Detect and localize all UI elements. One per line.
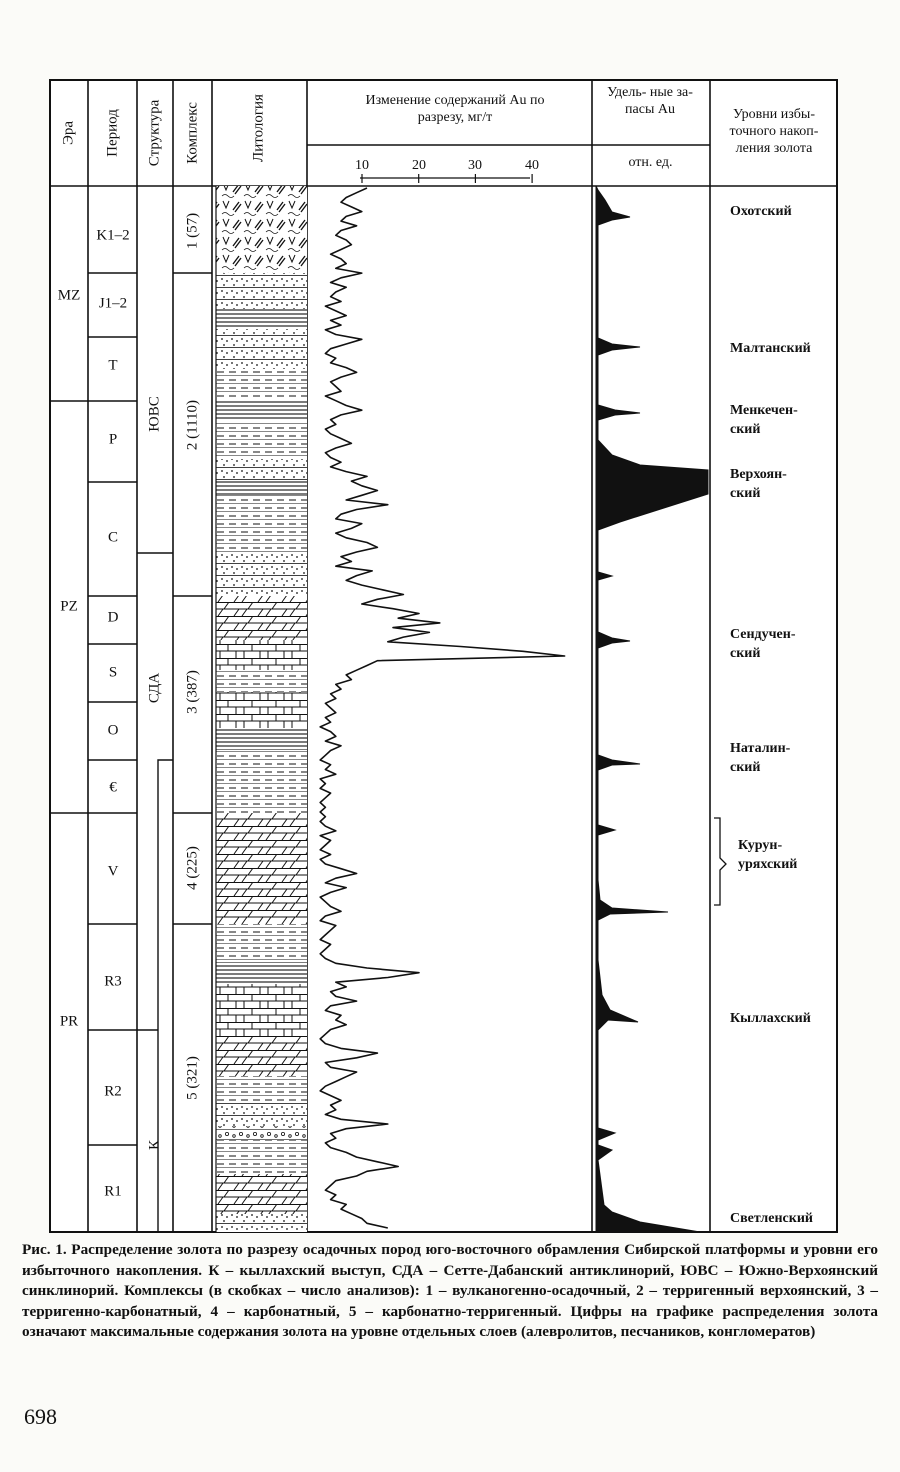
- figure-caption: Рис. 1. Распределение золота по разрезу осадочных пород юго-восточного обрамления Сибирской платформы и уровни его избыточного накопления. К – кыллахский выступ, СДА – Сетте-Дабанский антиклинорий, ЮВС – Южно-Верхоянский синклинорий. Комплексы (в скобках – число анализов): 1 – вулканогенно-осадочный, 2 – терригенный верхоянский, 3 – терригенно-карбонатный, 4 – карбонатный, 5 – карбонатно-терригенный. Цифры на графике распределения золота означают максимальные содержания золота на уровне отдельных слоев (алевролитов, песчаников, конгломератов): [22, 1241, 878, 1340]
- level-label: Курун- уряхский: [738, 838, 798, 872]
- period-label: R2: [104, 1083, 122, 1100]
- level-label: Светленский: [730, 1211, 813, 1226]
- structure-label: К: [146, 1139, 163, 1151]
- header-lithology: Литология: [250, 94, 267, 162]
- period-label: O: [107, 722, 119, 739]
- period-label: €: [109, 779, 117, 796]
- header-au-change: Изменение содержаний Au по разрезу, мг/т: [365, 93, 545, 125]
- era-label: PR: [59, 1013, 79, 1030]
- header-levels: Уровни избы- точного накоп- ления золота: [729, 107, 819, 156]
- header-structure: Структура: [146, 99, 163, 167]
- era-label: MZ: [57, 287, 81, 304]
- level-label: Наталин- ский: [730, 741, 791, 775]
- period-label: S: [108, 664, 118, 681]
- period-label: C: [107, 529, 119, 546]
- page-number: 698: [24, 1404, 57, 1429]
- tick-label: 20: [412, 158, 426, 173]
- header-period: Период: [104, 109, 121, 157]
- level-label: Малтанский: [730, 341, 811, 356]
- header-complex: Комплекс: [184, 102, 201, 164]
- complex-label: 2 (1110): [184, 399, 201, 451]
- period-label: R3: [104, 973, 122, 990]
- tick-label: 30: [468, 158, 482, 173]
- level-label: Верхоян- ский: [730, 467, 787, 501]
- lithology-column: [216, 186, 307, 1232]
- period-label: P: [108, 431, 118, 448]
- complex-label: 4 (225): [184, 846, 201, 890]
- header-reserves-unit: отн. ед.: [628, 155, 673, 170]
- figure-frame: [50, 80, 837, 1232]
- structure-label: СДА: [146, 672, 163, 704]
- complex-label: 5 (321): [184, 1056, 201, 1100]
- period-label: R1: [104, 1183, 122, 1200]
- level-label: Сендучен- ский: [730, 627, 796, 661]
- level-label: Менкечен- ский: [730, 403, 798, 437]
- tick-label: 40: [525, 158, 539, 173]
- header-reserves: Удель- ные за- пасы Au: [607, 85, 693, 117]
- period-label: K1–2: [96, 227, 130, 244]
- structure-label: ЮВС: [146, 396, 163, 432]
- level-label: Кыллахский: [730, 1011, 811, 1026]
- tick-label: 10: [355, 158, 369, 173]
- period-label: T: [108, 357, 118, 374]
- level-label: Охотский: [730, 204, 792, 219]
- header-era: Эра: [60, 120, 77, 146]
- period-label: V: [107, 863, 119, 880]
- period-label: J1–2: [98, 295, 128, 312]
- period-label: D: [107, 609, 119, 626]
- complex-label: 1 (57): [184, 212, 201, 250]
- era-label: PZ: [60, 598, 78, 615]
- complex-label: 3 (387): [184, 670, 201, 714]
